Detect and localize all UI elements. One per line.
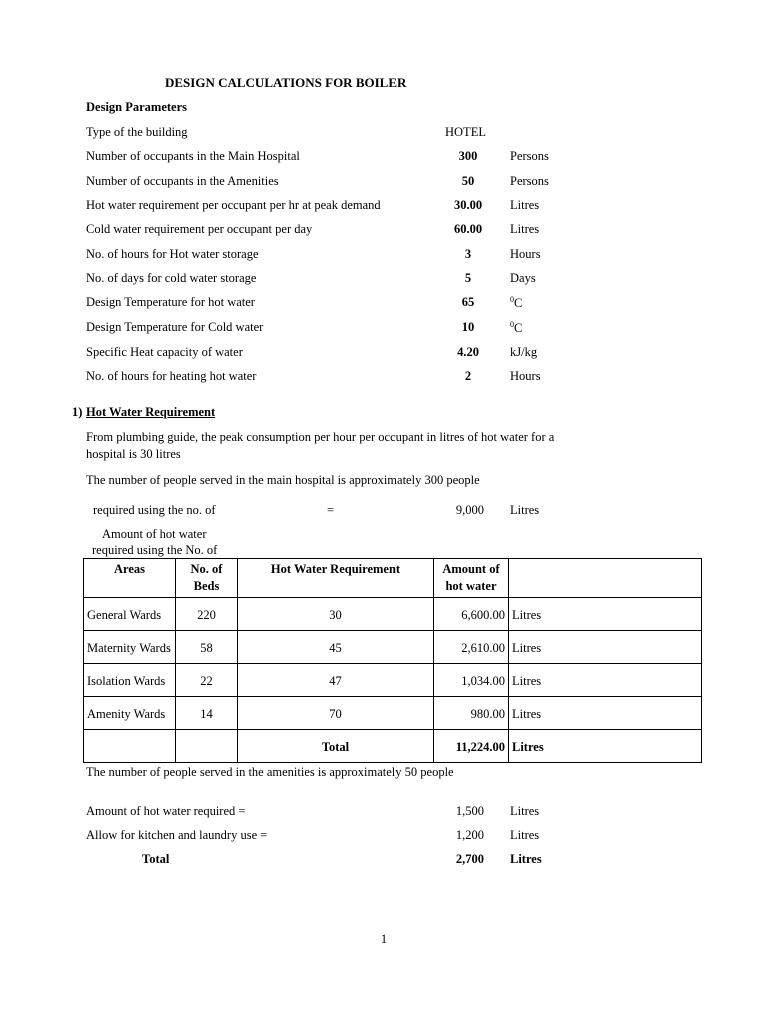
param-label: Type of the building <box>86 125 188 139</box>
amenity-unit: Litres <box>510 804 540 818</box>
unit-cell: Litres <box>509 631 702 664</box>
overflow-text-line1: Amount of hot water <box>102 527 207 541</box>
param-value: 300 <box>458 149 478 163</box>
param-unit <box>510 320 522 336</box>
unit-cell: Litres <box>509 598 702 631</box>
area-cell: Amenity Wards <box>84 697 176 730</box>
intro-paragraph-line2: hospital is 30 litres <box>86 447 181 461</box>
total-unit: Litres <box>509 730 702 763</box>
param-unit: kJ/kg <box>510 345 538 359</box>
unit-cell: Litres <box>509 664 702 697</box>
requirement-cell: 47 <box>238 664 434 697</box>
beds-cell: 220 <box>176 598 238 631</box>
header-beds-line2: Beds <box>193 579 220 593</box>
param-value: 2 <box>464 369 472 383</box>
header-beds-line1: No. of <box>190 562 223 576</box>
header-unit <box>509 559 702 598</box>
table-header-row <box>84 559 702 598</box>
unit-cell: Litres <box>509 697 702 730</box>
degree-sup: 0 <box>510 295 514 304</box>
param-value: 60.00 <box>453 222 483 236</box>
amount-cell: 2,610.00 <box>434 631 509 664</box>
param-label: No. of hours for Hot water storage <box>86 247 259 261</box>
param-label: No. of hours for heating hot water <box>86 369 257 383</box>
beds-cell: 22 <box>176 664 238 697</box>
param-unit: Days <box>510 271 536 285</box>
amenity-label: Allow for kitchen and laundry use = <box>86 828 268 842</box>
param-value: 5 <box>464 271 472 285</box>
table-body <box>84 598 702 730</box>
param-value: 10 <box>461 320 475 334</box>
area-cell: General Wards <box>84 598 176 631</box>
param-label: No. of days for cold water storage <box>86 271 257 285</box>
param-unit <box>510 295 522 311</box>
amenities-paragraph: The number of people served in the amenities is approximately 50 people <box>86 765 454 779</box>
calc-label: required using the no. of <box>93 503 216 517</box>
total-label: Total <box>238 730 434 763</box>
amenities-total-label: Total <box>142 852 170 866</box>
requirement-cell: 45 <box>238 631 434 664</box>
hot-water-table <box>83 558 702 763</box>
header-amount <box>434 559 509 598</box>
param-value: 30.00 <box>453 198 483 212</box>
param-label: Number of occupants in the Main Hospital <box>86 149 300 163</box>
param-unit: Persons <box>510 174 549 188</box>
param-unit: Persons <box>510 149 549 163</box>
degree-sup: 0 <box>510 320 514 329</box>
page-number: 1 <box>380 932 388 946</box>
param-label: Hot water requirement per occupant per hr at peak demand <box>86 198 381 212</box>
table-total-row <box>84 730 702 763</box>
amenity-value: 1,500 <box>455 804 484 818</box>
header-areas: Areas <box>84 559 176 598</box>
total-amount: 11,224.00 <box>434 730 509 763</box>
amenity-label: Amount of hot water required = <box>86 804 246 818</box>
section-heading: Hot Water Requirement <box>86 405 216 419</box>
param-value: 3 <box>464 247 472 261</box>
amount-cell: 6,600.00 <box>434 598 509 631</box>
param-value: 4.20 <box>457 345 479 359</box>
calc-equals: = <box>327 503 335 517</box>
param-unit-text: C <box>514 321 523 336</box>
param-value: 50 <box>461 174 475 188</box>
intro-paragraph-line1: From plumbing guide, the peak consumption per hour per occupant in litres of hot water for a <box>86 430 555 444</box>
requirement-cell: 70 <box>238 697 434 730</box>
param-unit: Hours <box>510 247 541 261</box>
param-value: HOTEL <box>445 125 486 139</box>
amenity-unit: Litres <box>510 828 540 842</box>
param-unit: Litres <box>510 222 540 236</box>
table-row <box>84 631 702 664</box>
main-hospital-paragraph: The number of people served in the main hospital is approximately 300 people <box>86 473 480 487</box>
param-unit-text: C <box>514 296 523 311</box>
param-unit: Hours <box>510 369 541 383</box>
param-label: Design Temperature for Cold water <box>86 320 264 334</box>
header-amount-line1: Amount of <box>442 562 500 576</box>
document-title: DESIGN CALCULATIONS FOR BOILER <box>165 75 407 90</box>
beds-cell: 58 <box>176 631 238 664</box>
area-cell: Isolation Wards <box>84 664 176 697</box>
param-unit: Litres <box>510 198 540 212</box>
amenity-value: 1,200 <box>455 828 484 842</box>
table-row <box>84 664 702 697</box>
beds-cell: 14 <box>176 697 238 730</box>
requirement-cell: 30 <box>238 598 434 631</box>
table-row <box>84 598 702 631</box>
design-parameters-heading: Design Parameters <box>86 100 188 114</box>
param-label: Number of occupants in the Amenities <box>86 174 279 188</box>
amenities-total-value: 2,700 <box>455 852 484 866</box>
calc-value: 9,000 <box>455 503 484 517</box>
table-row <box>84 697 702 730</box>
param-label: Design Temperature for hot water <box>86 295 255 309</box>
header-amount-line2: hot water <box>445 579 497 593</box>
area-cell: Maternity Wards <box>84 631 176 664</box>
param-value: 65 <box>461 295 475 309</box>
amount-cell: 1,034.00 <box>434 664 509 697</box>
amount-cell: 980.00 <box>434 697 509 730</box>
param-label: Cold water requirement per occupant per day <box>86 222 313 236</box>
overflow-text-line2: required using the No. of <box>92 543 218 557</box>
header-beds <box>176 559 238 598</box>
param-label: Specific Heat capacity of water <box>86 345 243 359</box>
calc-unit: Litres <box>510 503 540 517</box>
section-number: 1) <box>72 405 83 419</box>
amenities-total-unit: Litres <box>510 852 542 866</box>
header-requirement: Hot Water Requirement <box>238 559 434 598</box>
